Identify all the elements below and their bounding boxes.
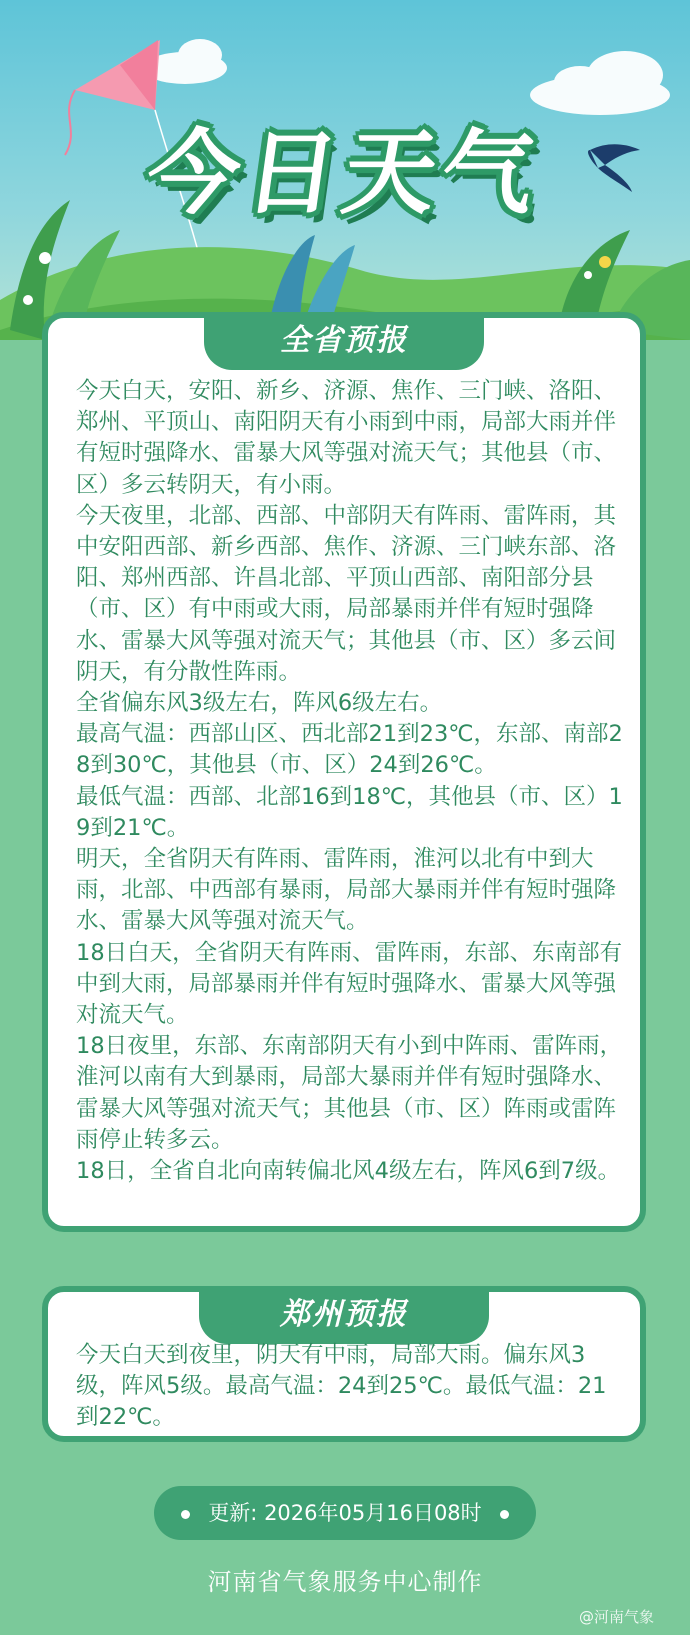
- province-forecast-tab: 全省预报: [204, 312, 484, 370]
- bullet-icon: [181, 1510, 190, 1519]
- city-forecast-card: [42, 1286, 646, 1442]
- producer-credit: 河南省气象服务中心制作: [207, 1568, 483, 1596]
- province-forecast-card: [42, 312, 646, 1232]
- page-title: 今日天气: [140, 120, 548, 227]
- province-forecast-text: [76, 376, 624, 1187]
- forecast-paragraph: 18日，全省自北向南转偏北风4级左右，阵风6到7级。: [76, 1158, 621, 1185]
- forecast-paragraph: 全省偏东风3级左右，阵风6级左右。: [76, 690, 443, 717]
- forecast-paragraph: 最高气温：西部山区、西北部21到23℃，东部、南部28到30℃，其他县（市、区）24到26℃。: [76, 721, 623, 779]
- forecast-paragraph: 最低气温：西部、北部16到18℃，其他县（市、区）19到21℃。: [76, 783, 623, 841]
- city-forecast-tab: 郑州预报: [199, 1286, 489, 1344]
- update-time-pill: [154, 1486, 536, 1540]
- forecast-paragraph: 18日白天，全省阴天有阵雨、雷阵雨，东部、东南部有中到大雨，局部暴雨并伴有短时强降水、雷暴大风等强对流天气。: [76, 939, 623, 1029]
- forecast-paragraph: 今天白天，安阳、新乡、济源、焦作、三门峡、洛阳、郑州、平顶山、南阳阴天有小雨到中雨，局部大雨并伴有短时强降水、雷暴大风等强对流天气；其他县（市、区）多云转阴天，有小雨。: [76, 378, 617, 498]
- bullet-icon: [500, 1510, 509, 1519]
- city-forecast-text: [76, 1340, 624, 1434]
- forecast-paragraph: 明天，全省阴天有阵雨、雷阵雨，淮河以北有中到大雨，北部、中西部有暴雨，局部大暴雨并伴有短时强降水、雷暴大风等强对流天气。: [76, 846, 617, 935]
- forecast-paragraph: 今天白天到夜里，阴天有中雨，局部大雨。偏东风3级，阵风5级。最高气温：24到25℃。最低气温：21到22℃。: [76, 1342, 607, 1431]
- forecast-paragraph: 18日夜里，东部、东南部阴天有小到中阵雨、雷阵雨，淮河以南有大到暴雨，局部大暴雨并伴有短时强降水、雷暴大风等强对流天气；其他县（市、区）阵雨或雷阵雨停止转多云。: [76, 1033, 623, 1153]
- title-container: [0, 100, 690, 232]
- weibo-watermark: @河南气象: [578, 1608, 654, 1626]
- forecast-paragraph: 今天夜里，北部、西部、中部阴天有阵雨、雷阵雨，其中安阳西部、新乡西部、焦作、济源、三门峡东部、洛阳、郑州西部、许昌北部、平顶山西部、南阳部分县（市、区）有中雨或大雨，局部暴雨并伴有短时强降水、雷暴大风等强对流天气；其他县（市、区）多云间阴天，有分散性阵雨。: [76, 502, 617, 685]
- update-time: 更新: 2026年05月16日08时: [208, 1501, 482, 1525]
